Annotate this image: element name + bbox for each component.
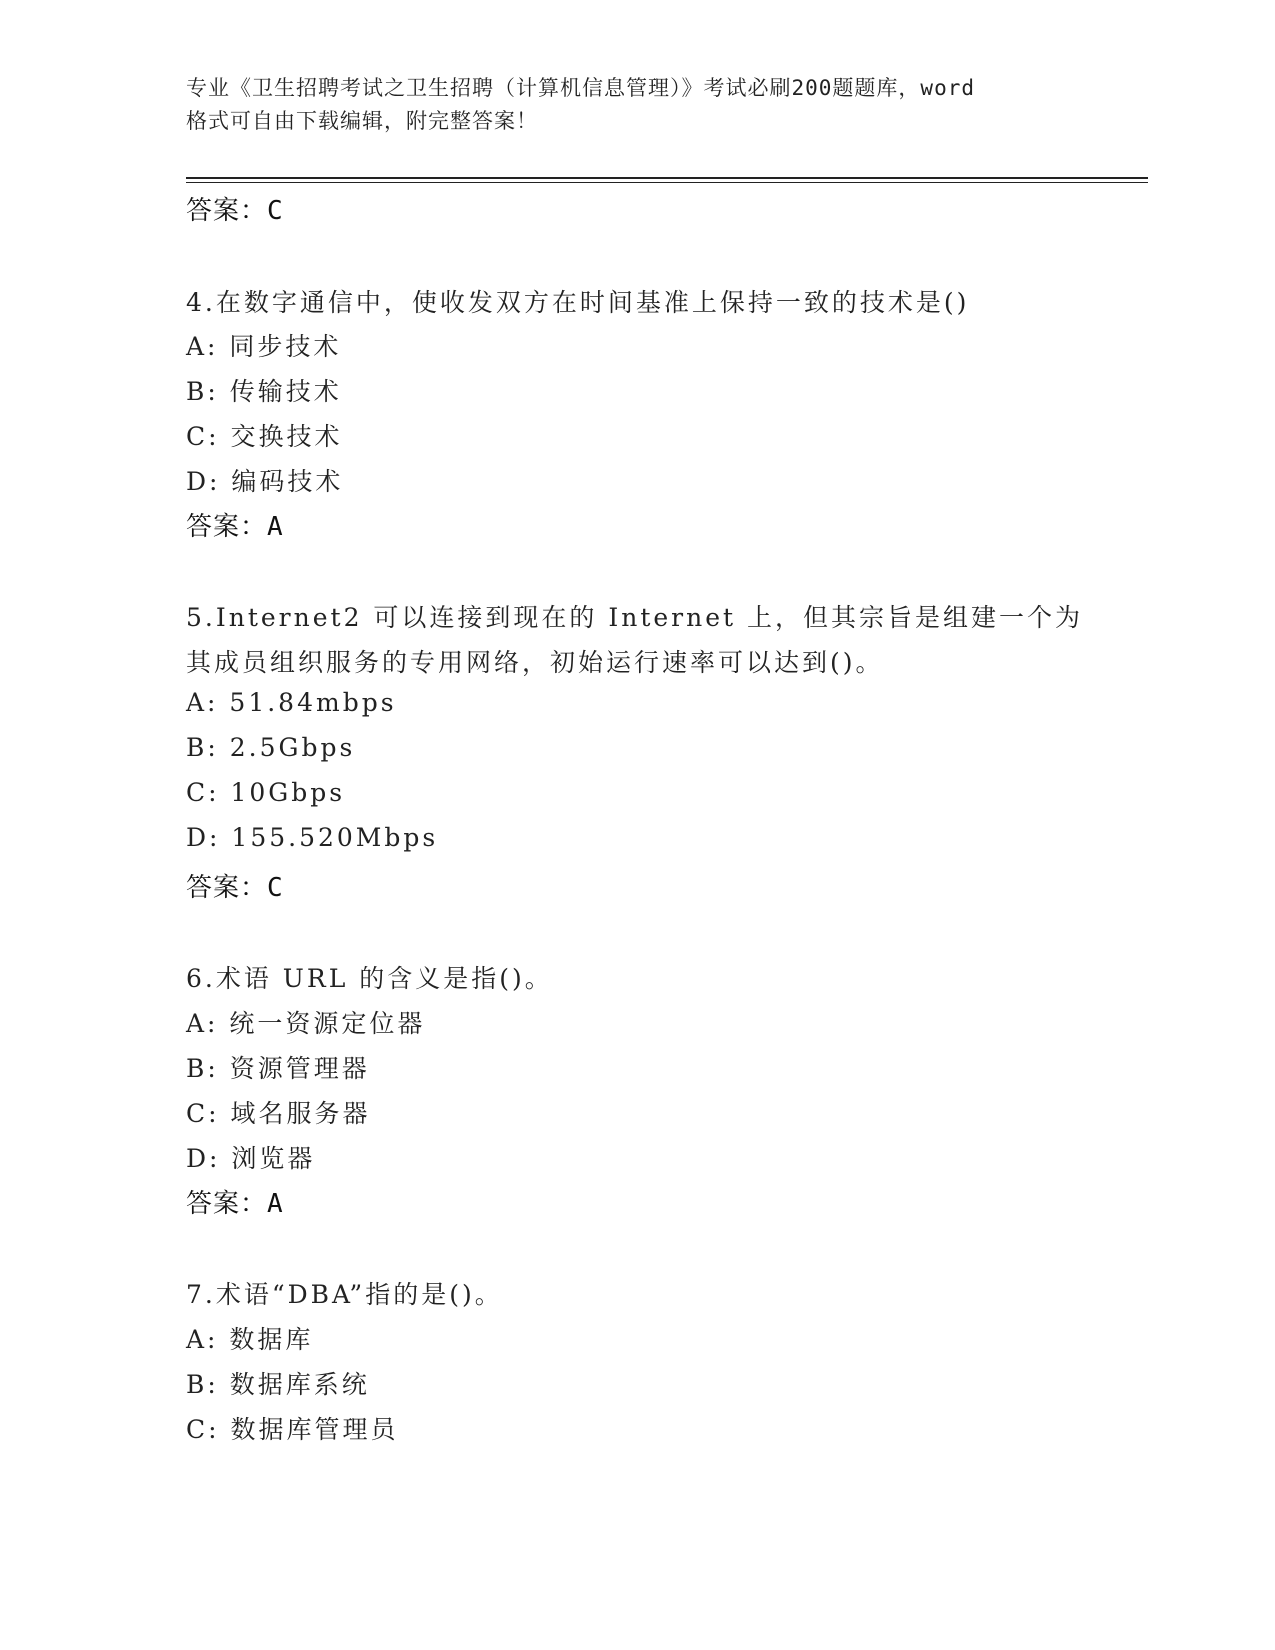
q7-option-b: B: 数据库系统 (186, 1370, 370, 1399)
q4-option-a: A: 同步技术 (186, 332, 342, 361)
document-header (186, 72, 1086, 138)
q5-option-b: B: 2.5Gbps (186, 733, 356, 762)
header-line-2: 格式可自由下载编辑，附完整答案！ (186, 109, 538, 133)
q4-answer: 答案：A (186, 512, 284, 542)
q5-option-a: A: 51.84mbps (186, 688, 397, 717)
q5-answer: 答案：C (186, 873, 284, 903)
q7-question: 7.术语“DBA”指的是()。 (186, 1280, 503, 1309)
header-line-1: 专业《卫生招聘考试之卫生招聘（计算机信息管理）》考试必刷200题题库，word (186, 76, 975, 100)
q7-option-c: C: 数据库管理员 (186, 1415, 399, 1444)
header-rule-thick (186, 177, 1148, 179)
q4-option-c: C: 交换技术 (186, 422, 343, 451)
q6-answer: 答案：A (186, 1189, 284, 1219)
q5-question-line-1: 5.Internet2 可以连接到现在的 Internet 上，但其宗旨是组建一个为 (186, 603, 1084, 632)
q6-option-a: A: 统一资源定位器 (186, 1009, 426, 1038)
q4-option-b: B: 传输技术 (186, 377, 342, 406)
q5-option-d: D: 155.520Mbps (186, 823, 439, 852)
q4-option-d: D: 编码技术 (186, 467, 344, 496)
q7-option-a: A: 数据库 (186, 1325, 314, 1354)
q6-question: 6.术语 URL 的含义是指()。 (186, 964, 553, 993)
q6-option-c: C: 域名服务器 (186, 1099, 371, 1128)
q5-option-c: C: 10Gbps (186, 778, 346, 807)
q5-question-line-2: 其成员组织服务的专用网络，初始运行速率可以达到()。 (186, 648, 884, 677)
q4-question: 4.在数字通信中，使收发双方在时间基准上保持一致的技术是() (186, 288, 970, 317)
q6-option-d: D: 浏览器 (186, 1144, 316, 1173)
q6-option-b: B: 资源管理器 (186, 1054, 370, 1083)
q3-answer: 答案：C (186, 196, 284, 226)
header-rule-thin (186, 182, 1148, 183)
